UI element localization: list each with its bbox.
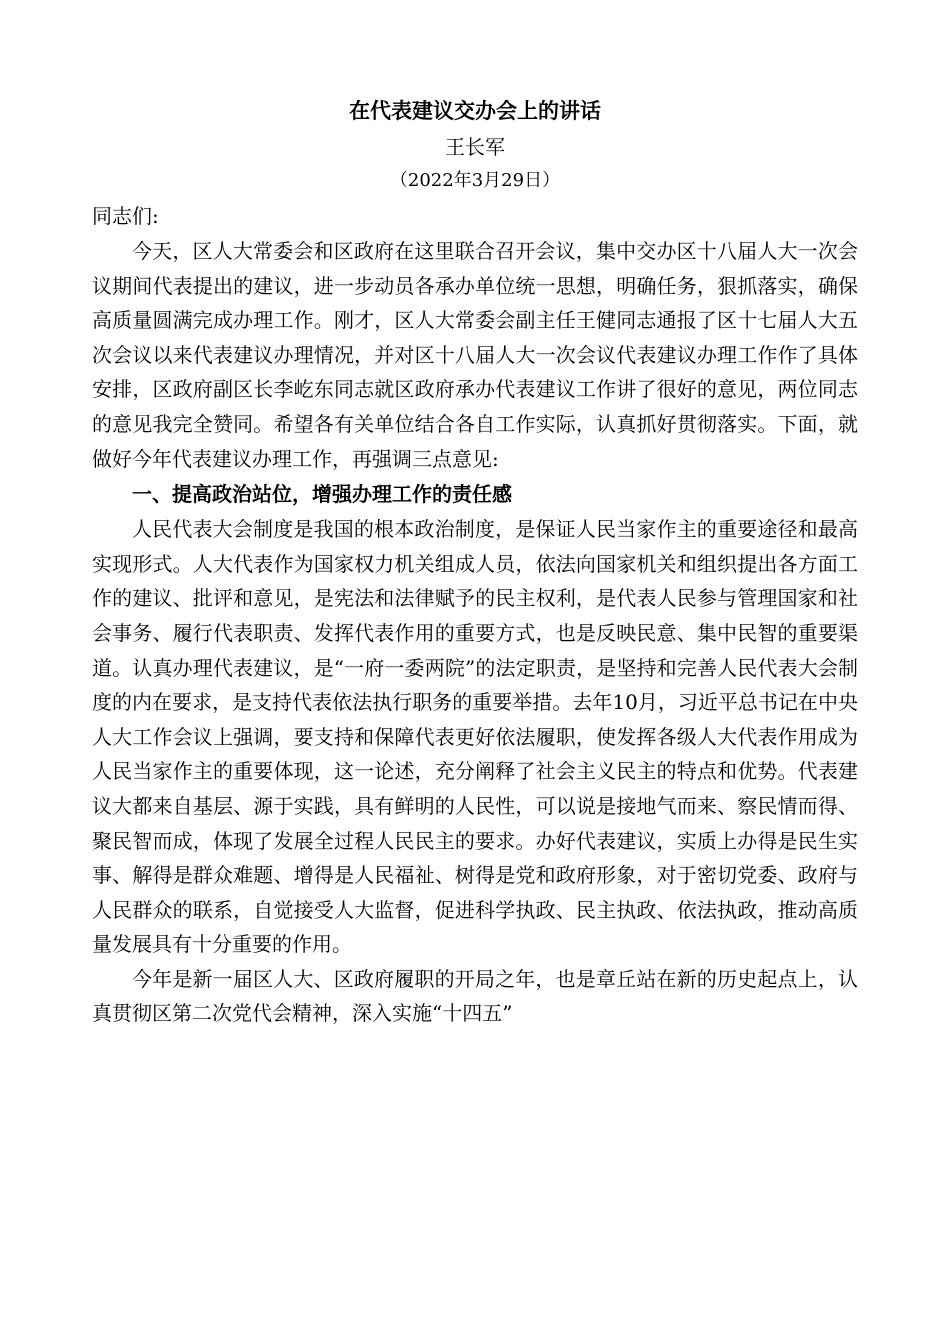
document-page xyxy=(92,94,858,1031)
salutation: 同志们: xyxy=(92,204,159,228)
document-title: 在代表建议交办会上的讲话 xyxy=(349,98,601,123)
intro-paragraph: 今天，区人大常委会和区政府在这里联合召开会议，集中交办区十八届人大一次会议期间代表提出的建议，进一步动员各承办单位统一思想，明确任务，狠抓落实，确保高质量圆满完成办理工作。刚才，区人大常委会副主任王健同志通报了区十七届人大五次会议以来代表建议办理情况，并对区十八届人大一次会议代表建议办理工作作了具体安排，区政府副区长李屹东同志就区政府承办代表建议工作讲了很好的意见，两位同志的意见我完全赞同。希望各有关单位结合各自工作实际，认真抓好贯彻落实。下面，就做好今年代表建议办理工作，再强调三点意见: xyxy=(92,239,858,471)
section-1-paragraph-2: 今年是新一届区人大、区政府履职的开局之年，也是章丘站在新的历史起点上，认真贯彻区第二次党代会精神，深入实施“十四五” xyxy=(92,966,858,1026)
document-date: （2022年3月29日） xyxy=(389,170,561,191)
document-author: 王长军 xyxy=(445,135,505,159)
section-1-heading: 一、提高政治站位，增强办理工作的责任感 xyxy=(132,482,512,507)
section-1-paragraph-1: 人民代表大会制度是我国的根本政治制度，是保证人民当家作主的重要途径和最高实现形式。人大代表作为国家权力机关组成人员，依法向国家机关和组织提出各方面工作的建议、批评和意见，是宪法和法律赋予的民主权利，是代表人民参与管理国家和社会事务、履行代表职责、发挥代表作用的重要方式，也是反映民意、集中民智的重要渠道。认真办理代表建议，是“一府一委两院”的法定职责，是坚持和完善人民代表大会制度的内在要求，是支持代表依法执行职务的重要举措。去年10月，习近平总书记在中央人大工作会议上强调，要支持和保障代表更好依法履职，使发挥各级人大代表作用成为人民当家作主的重要体现，这一论述，充分阐释了社会主义民主的特点和优势。代表建议大都来自基层、源于实践，具有鲜明的人民性，可以说是接地气而来、察民情而得、聚民智而成，体现了发展全过程人民民主的要求。办好代表建议，实质上办得是民生实事、解得是群众难题、增得是人民福祉、树得是党和政府形象，对于密切党委、政府与人民群众的联系，自觉接受人大监督，促进科学执政、民主执政、依法执政，推动高质量发展具有十分重要的作用。 xyxy=(92,517,858,957)
